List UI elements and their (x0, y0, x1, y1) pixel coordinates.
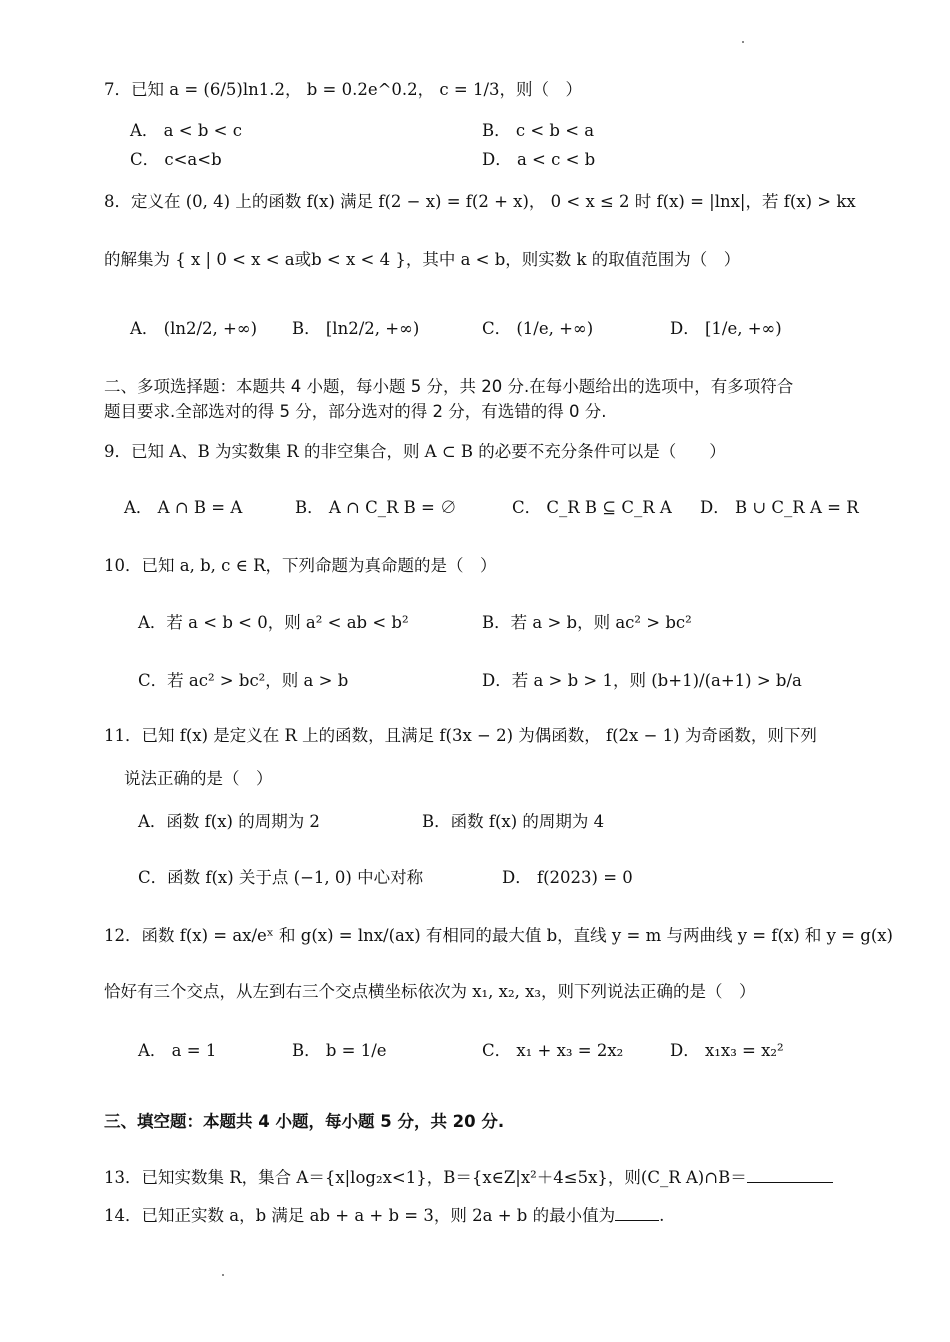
q11-option-a: A．函数 f(x) 的周期为 2 (138, 812, 320, 831)
q12-option-b: B． b = 1/e (292, 1041, 387, 1060)
q11-stem-line1: 11．已知 f(x) 是定义在 R 上的函数，且满足 f(3x − 2) 为偶函数， f(2x − 1) 为奇函数，则下列 (104, 726, 817, 745)
q14-stem: 14．已知正实数 a，b 满足 ab + a + b = 3，则 2a + b 的最小值为 (104, 1206, 616, 1225)
q9-stem: 9．已知 A、B 为实数集 R 的非空集合，则 A ⊂ B 的必要不充分条件可以是（ ） (104, 442, 726, 461)
q8-stem-line2: 的解集为 { x | 0 < x < a或b < x < 4 }，其中 a < b，则实数 k 的取值范围为（ ） (104, 250, 741, 269)
q7-stem: 7．已知 a = (6/5)ln1.2， b = 0.2e^0.2， c = 1/3，则（ ） (104, 80, 583, 99)
q11-option-c: C．函数 f(x) 关于点 (−1, 0) 中心对称 (138, 868, 424, 887)
scan-dot (222, 1274, 224, 1276)
q9-option-d: D． B ∪ C_R A = R (700, 498, 859, 517)
section2-heading-line1: 二、多项选择题：本题共 4 小题，每小题 5 分，共 20 分.在每小题给出的选项中，有多项符合 (104, 377, 794, 396)
q13-line (104, 1166, 900, 1190)
scan-dot (742, 41, 744, 43)
q7-option-d: D． a < c < b (482, 150, 596, 169)
q14-answer-blank[interactable] (615, 1204, 659, 1221)
q14-line (104, 1204, 900, 1228)
q7-option-c: C． c<a<b (130, 150, 222, 169)
q11-option-b: B．函数 f(x) 的周期为 4 (422, 812, 605, 831)
q14-period: . (659, 1206, 665, 1225)
q10-option-a: A．若 a < b < 0，则 a² < ab < b² (138, 613, 409, 632)
q8-option-d: D． [1/e, +∞) (670, 319, 782, 338)
q11-stem-line2: 说法正确的是（ ） (124, 769, 273, 788)
q13-stem: 13．已知实数集 R，集合 A＝{x|log₂x<1}，B＝{x∈Z|x²＋4≤5x}，则(C_R A)∩B＝ (104, 1168, 747, 1187)
q12-option-d: D． x₁x₃ = x₂² (670, 1041, 784, 1060)
q10-option-c: C．若 ac² > bc²，则 a > b (138, 671, 349, 690)
q13-answer-blank[interactable] (747, 1166, 833, 1183)
q8-option-c: C． (1/e, +∞) (482, 319, 594, 338)
q9-option-b: B． A ∩ C_R B = ∅ (295, 498, 457, 517)
q10-option-d: D．若 a > b > 1，则 (b+1)/(a+1) > b/a (482, 671, 802, 690)
q12-option-a: A． a = 1 (138, 1041, 217, 1060)
q11-option-d: D． f(2023) = 0 (502, 868, 633, 887)
q12-stem-line1: 12．函数 f(x) = ax/eˣ 和 g(x) = lnx/(ax) 有相同的最大值 b，直线 y = m 与两曲线 y = f(x) 和 y = g(x) (104, 926, 893, 945)
q7-option-a: A． a < b < c (130, 121, 242, 140)
q10-option-b: B．若 a > b，则 ac² > bc² (482, 613, 692, 632)
q9-option-a: A． A ∩ B = A (124, 498, 243, 517)
q8-option-b: B． [ln2/2, +∞) (292, 319, 420, 338)
q7-option-b: B． c < b < a (482, 121, 595, 140)
q12-stem-line2: 恰好有三个交点，从左到右三个交点横坐标依次为 x₁, x₂, x₃，则下列说法正确的是（ ） (104, 982, 756, 1001)
section3-heading: 三、填空题：本题共 4 小题，每小题 5 分，共 20 分. (104, 1112, 505, 1131)
q10-stem: 10．已知 a, b, c ∈ R，下列命题为真命题的是（ ） (104, 556, 497, 575)
q8-stem-line1: 8．定义在 (0, 4) 上的函数 f(x) 满足 f(2 − x) = f(2 + x)， 0 < x ≤ 2 时 f(x) = |lnx|，若 f(x) > kx (104, 192, 856, 211)
q12-option-c: C． x₁ + x₃ = 2x₂ (482, 1041, 624, 1060)
section2-heading-line2: 题目要求.全部选对的得 5 分，部分选对的得 2 分，有选错的得 0 分. (104, 402, 607, 421)
q9-option-c: C． C_R B ⊆ C_R A (512, 498, 672, 517)
q8-option-a: A． (ln2/2, +∞) (130, 319, 258, 338)
